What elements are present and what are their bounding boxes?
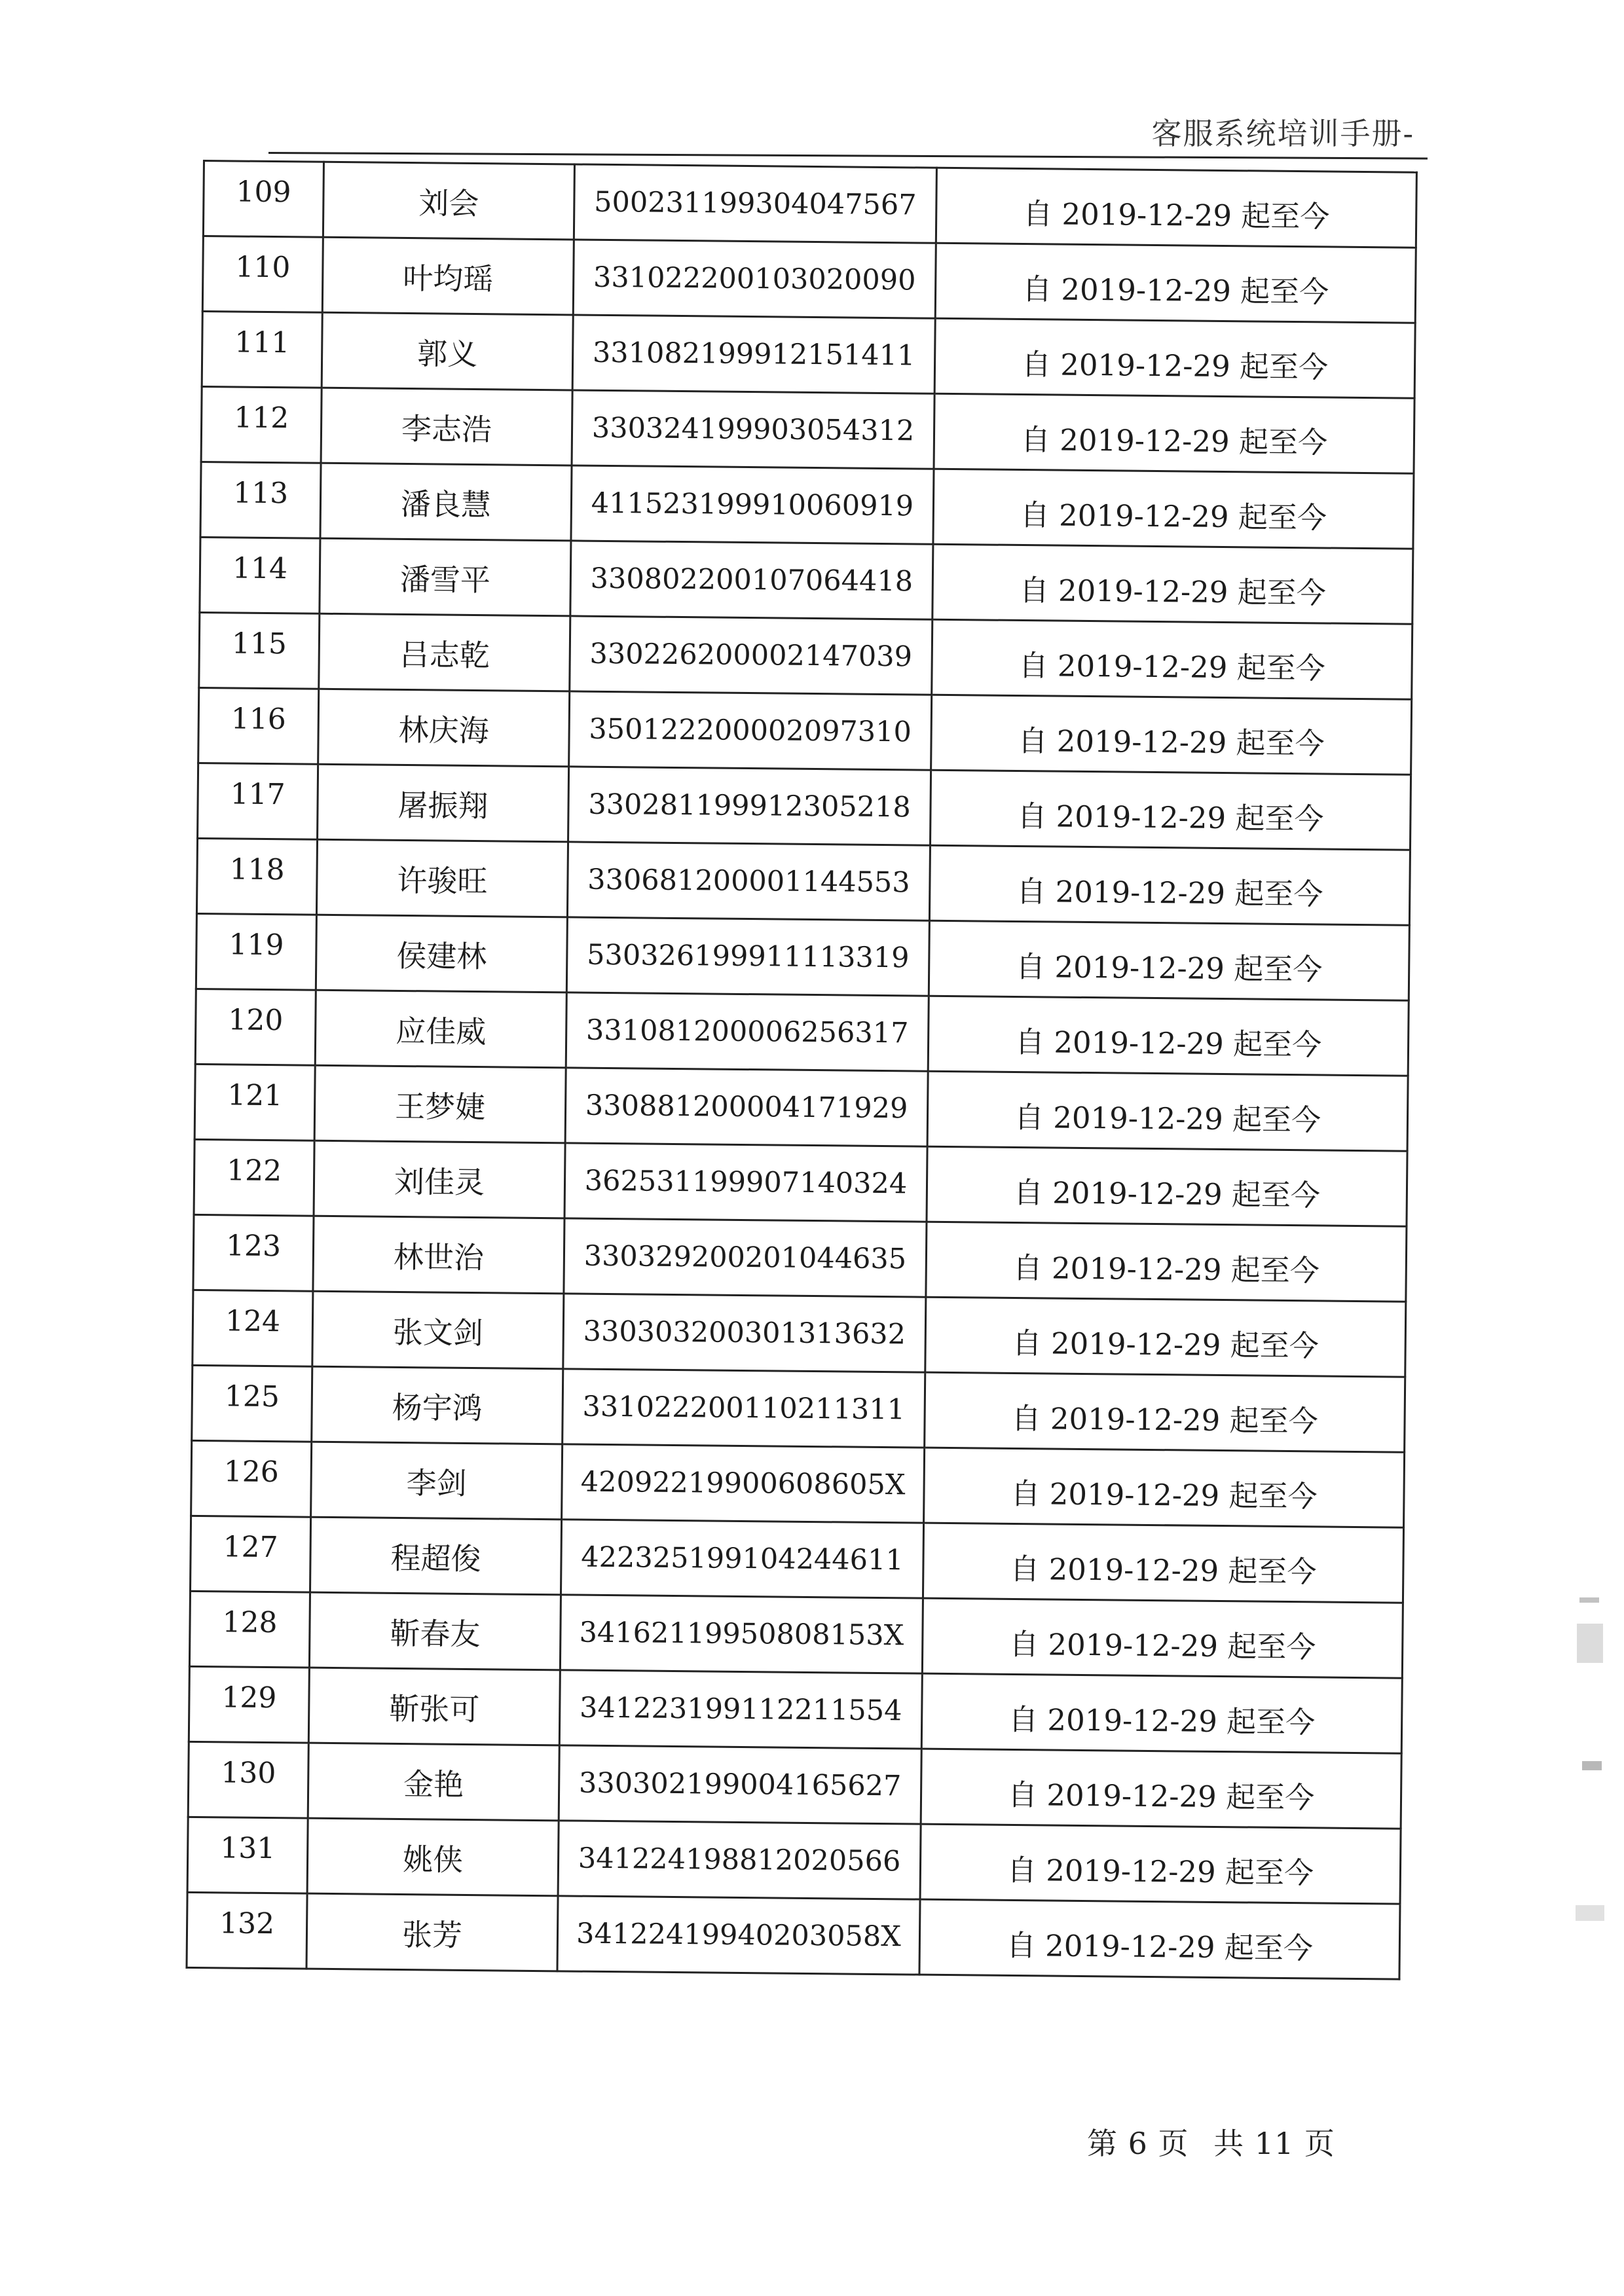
name-cell: 林世治 bbox=[313, 1216, 564, 1294]
name-cell: 吕志乾 bbox=[319, 613, 570, 691]
name-cell: 杨宇鸿 bbox=[312, 1366, 563, 1444]
period-cell: 自 2019-12-29 起至今 bbox=[922, 1598, 1403, 1678]
page-total: 共 11 页 bbox=[1213, 2126, 1335, 2161]
id-number-cell: 42092219900608605X bbox=[562, 1444, 925, 1523]
table-row bbox=[198, 687, 1412, 774]
table-row bbox=[187, 1817, 1401, 1904]
period-cell: 自 2019-12-29 起至今 bbox=[929, 845, 1410, 925]
table-row bbox=[191, 1440, 1405, 1527]
name-cell: 叶均瑶 bbox=[322, 237, 574, 315]
table-row bbox=[201, 386, 1414, 473]
row-number-cell: 127 bbox=[191, 1516, 311, 1592]
name-cell: 许骏旺 bbox=[316, 839, 568, 917]
id-number-cell: 330329200201044635 bbox=[564, 1218, 927, 1297]
name-cell: 李志浩 bbox=[321, 388, 572, 465]
table-row bbox=[196, 913, 1409, 1000]
id-number-cell: 362531199907140324 bbox=[564, 1143, 927, 1222]
row-number-cell: 124 bbox=[193, 1290, 313, 1366]
roster-table-body bbox=[187, 161, 1416, 1980]
name-cell: 屠振翔 bbox=[318, 764, 569, 842]
table-row bbox=[202, 312, 1415, 399]
row-number-cell: 109 bbox=[203, 161, 323, 238]
table-row bbox=[192, 1365, 1405, 1452]
row-number-cell: 132 bbox=[187, 1892, 307, 1969]
table-row bbox=[188, 1741, 1401, 1829]
period-cell: 自 2019-12-29 起至今 bbox=[928, 996, 1409, 1076]
period-cell: 自 2019-12-29 起至今 bbox=[935, 243, 1416, 323]
row-number-cell: 120 bbox=[195, 989, 316, 1065]
row-number-cell: 131 bbox=[187, 1817, 308, 1893]
period-cell: 自 2019-12-29 起至今 bbox=[933, 469, 1414, 549]
table-row bbox=[187, 1892, 1400, 1979]
page-footer bbox=[1087, 2120, 1350, 2163]
id-number-cell: 330281199912305218 bbox=[568, 767, 931, 845]
period-cell: 自 2019-12-29 起至今 bbox=[932, 544, 1413, 624]
id-number-cell: 530326199911113319 bbox=[566, 917, 929, 996]
row-number-cell: 121 bbox=[194, 1064, 315, 1140]
name-cell: 靳张可 bbox=[308, 1667, 560, 1745]
id-number-cell: 330881200004171929 bbox=[565, 1068, 928, 1146]
period-cell: 自 2019-12-29 起至今 bbox=[932, 619, 1412, 699]
scan-edge-marks bbox=[1573, 1597, 1612, 1964]
name-cell: 潘雪平 bbox=[320, 538, 571, 616]
id-number-cell: 411523199910060919 bbox=[571, 465, 934, 544]
id-number-cell: 331081200006256317 bbox=[566, 993, 929, 1071]
table-row bbox=[202, 236, 1416, 323]
table-row bbox=[193, 1290, 1406, 1377]
id-number-cell: 331022200110211311 bbox=[563, 1369, 925, 1448]
period-cell: 自 2019-12-29 起至今 bbox=[926, 1222, 1407, 1302]
page-number: 第 6 页 bbox=[1087, 2126, 1189, 2161]
period-cell: 自 2019-12-29 起至今 bbox=[930, 770, 1411, 850]
period-cell: 自 2019-12-29 起至今 bbox=[931, 695, 1412, 774]
table-row bbox=[196, 838, 1410, 925]
row-number-cell: 130 bbox=[188, 1741, 308, 1818]
name-cell: 靳春友 bbox=[309, 1592, 561, 1670]
id-number-cell: 330681200001144553 bbox=[567, 842, 930, 920]
period-cell: 自 2019-12-29 起至今 bbox=[921, 1673, 1402, 1753]
id-number-cell: 331022200103020090 bbox=[573, 240, 936, 318]
row-number-cell: 129 bbox=[189, 1666, 309, 1743]
table-row bbox=[203, 161, 1416, 248]
table-row bbox=[191, 1516, 1404, 1603]
name-cell: 刘会 bbox=[323, 162, 574, 240]
id-number-cell: 331082199912151411 bbox=[572, 315, 935, 393]
id-number-cell: 341224198812020566 bbox=[558, 1821, 921, 1899]
id-number-cell: 500231199304047567 bbox=[574, 164, 936, 243]
id-number-cell: 330303200301313632 bbox=[563, 1294, 926, 1372]
row-number-cell: 112 bbox=[201, 386, 322, 463]
table-row bbox=[198, 763, 1411, 850]
row-number-cell: 117 bbox=[198, 763, 318, 839]
table-row bbox=[199, 612, 1412, 699]
period-cell: 自 2019-12-29 起至今 bbox=[934, 393, 1414, 473]
id-number-cell: 341223199112211554 bbox=[559, 1670, 922, 1749]
period-cell: 自 2019-12-29 起至今 bbox=[927, 1146, 1407, 1226]
table-row bbox=[194, 1064, 1408, 1151]
table-row bbox=[193, 1214, 1407, 1302]
roster-table-container bbox=[185, 160, 1407, 1980]
name-cell: 程超俊 bbox=[310, 1517, 562, 1595]
period-cell: 自 2019-12-29 起至今 bbox=[921, 1749, 1401, 1829]
name-cell: 林庆海 bbox=[318, 689, 570, 767]
id-number-cell: 350122200002097310 bbox=[569, 691, 932, 770]
period-cell: 自 2019-12-29 起至今 bbox=[927, 1071, 1408, 1151]
name-cell: 刘佳灵 bbox=[314, 1140, 565, 1218]
id-number-cell: 330802200107064418 bbox=[570, 541, 933, 619]
row-number-cell: 110 bbox=[202, 236, 323, 313]
id-number-cell: 330302199004165627 bbox=[559, 1745, 921, 1824]
id-number-cell: 330324199903054312 bbox=[572, 390, 934, 469]
name-cell: 张文剑 bbox=[312, 1291, 564, 1369]
row-number-cell: 116 bbox=[198, 687, 319, 764]
name-cell: 侯建林 bbox=[316, 915, 567, 993]
table-row bbox=[200, 462, 1414, 549]
period-cell: 自 2019-12-29 起至今 bbox=[925, 1372, 1405, 1452]
name-cell: 金艳 bbox=[308, 1743, 559, 1821]
period-cell: 自 2019-12-29 起至今 bbox=[934, 318, 1415, 398]
period-cell: 自 2019-12-29 起至今 bbox=[923, 1523, 1403, 1603]
row-number-cell: 123 bbox=[193, 1214, 314, 1291]
row-number-cell: 125 bbox=[192, 1365, 312, 1442]
row-number-cell: 128 bbox=[189, 1591, 310, 1667]
name-cell: 张芳 bbox=[306, 1893, 558, 1971]
name-cell: 姚侠 bbox=[307, 1818, 559, 1896]
id-number-cell: 422325199104244611 bbox=[561, 1520, 923, 1598]
name-cell: 李剑 bbox=[311, 1442, 563, 1520]
id-number-cell: 34122419940203058X bbox=[557, 1896, 920, 1975]
period-cell: 自 2019-12-29 起至今 bbox=[936, 168, 1416, 247]
name-cell: 潘良慧 bbox=[320, 463, 572, 541]
period-cell: 自 2019-12-29 起至今 bbox=[925, 1297, 1406, 1377]
row-number-cell: 122 bbox=[194, 1139, 314, 1216]
period-cell: 自 2019-12-29 起至今 bbox=[924, 1448, 1405, 1527]
id-number-cell: 330226200002147039 bbox=[570, 616, 932, 695]
row-number-cell: 118 bbox=[196, 838, 317, 915]
row-number-cell: 113 bbox=[200, 462, 321, 538]
id-number-cell: 34162119950808153X bbox=[560, 1595, 923, 1673]
period-cell: 自 2019-12-29 起至今 bbox=[920, 1824, 1401, 1904]
table-row bbox=[189, 1591, 1403, 1678]
header-title: 客服系统培训手册- bbox=[1151, 116, 1414, 151]
period-cell: 自 2019-12-29 起至今 bbox=[929, 920, 1409, 1000]
row-number-cell: 115 bbox=[199, 612, 320, 689]
row-number-cell: 114 bbox=[200, 537, 320, 613]
table-row bbox=[200, 537, 1413, 624]
row-number-cell: 126 bbox=[191, 1440, 312, 1517]
name-cell: 应佳威 bbox=[315, 990, 566, 1068]
table-row bbox=[195, 989, 1409, 1076]
table-row bbox=[194, 1139, 1407, 1226]
table-row bbox=[189, 1666, 1402, 1753]
row-number-cell: 111 bbox=[202, 312, 322, 388]
name-cell: 郭义 bbox=[322, 312, 573, 390]
name-cell: 王梦婕 bbox=[314, 1065, 566, 1143]
period-cell: 自 2019-12-29 起至今 bbox=[919, 1899, 1400, 1979]
row-number-cell: 119 bbox=[196, 913, 316, 990]
roster-table bbox=[185, 160, 1417, 1980]
